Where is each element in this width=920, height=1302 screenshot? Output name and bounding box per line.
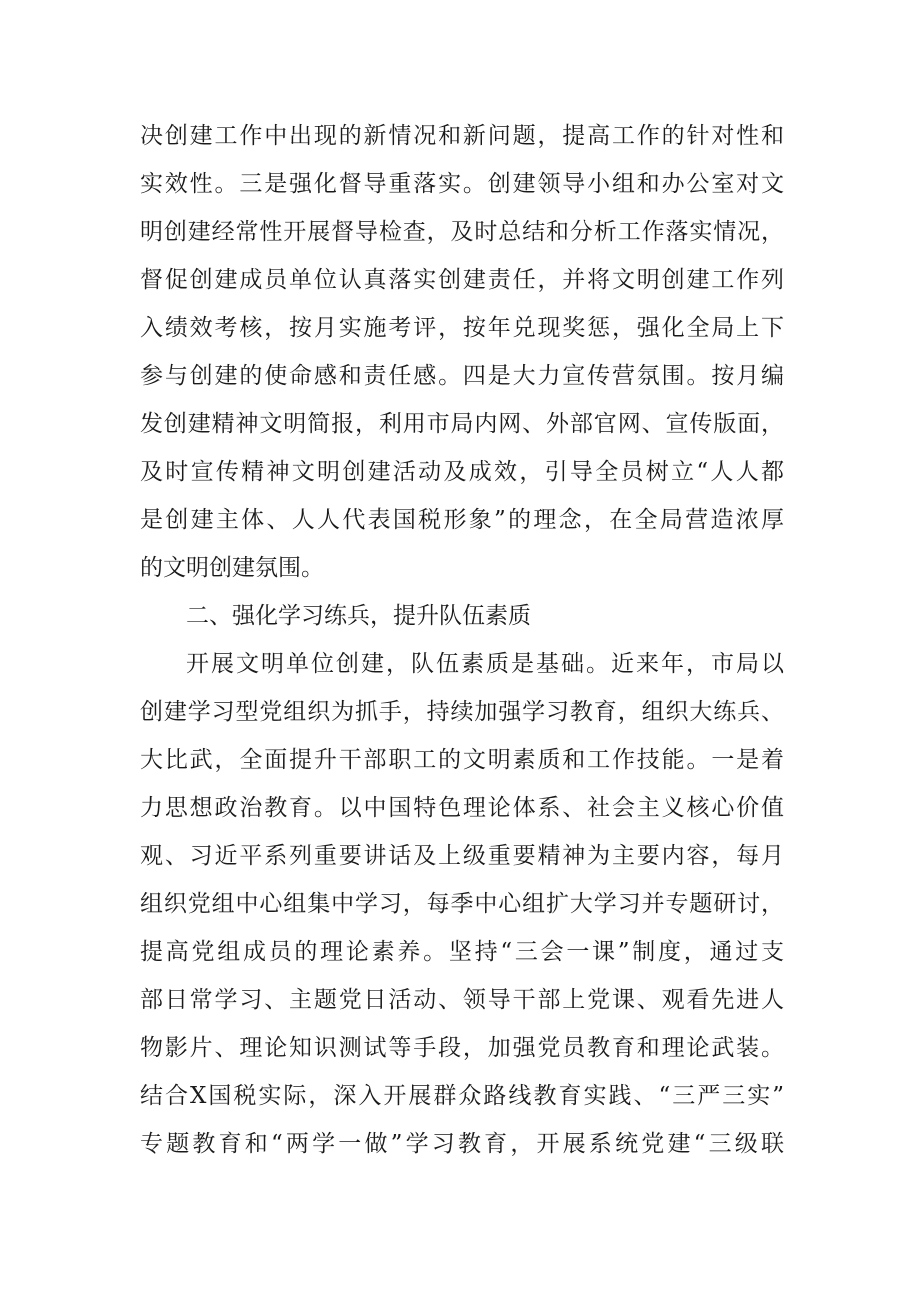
text-line: 的文明创建氛围。 <box>140 555 324 581</box>
text-line: 力思想政治教育。以中国特色理论体系、社会主义核心价值 <box>140 795 784 821</box>
text-line: 入绩效考核，按月实施考评，按年兑现奖惩，强化全局上下 <box>140 315 784 341</box>
text-line: 开展文明单位创建，队伍素质是基础。近来年，市局以 <box>186 651 784 677</box>
text-line: 观、习近平系列重要讲话及上级重要精神为主要内容，每月 <box>140 843 784 869</box>
paragraph-2 <box>140 640 784 1168</box>
text-line: 提高党组成员的理论素养。坚持“三会一课”制度，通过支 <box>140 939 784 965</box>
text-line: 明创建经常性开展督导检查，及时总结和分析工作落实情况， <box>140 219 784 245</box>
document-body <box>140 112 784 1168</box>
text-line: 大比武，全面提升干部职工的文明素质和工作技能。一是着 <box>140 747 784 773</box>
text-line: 督促创建成员单位认真落实创建责任，并将文明创建工作列 <box>140 267 784 293</box>
section-heading: 二、强化学习练兵，提升队伍素质 <box>186 603 531 629</box>
text-line: 组织党组中心组集中学习，每季中心组扩大学习并专题研讨， <box>140 891 784 917</box>
text-line: 发创建精神文明简报，利用市局内网、外部官网、宣传版面， <box>140 411 784 437</box>
text-line: 参与创建的使命感和责任感。四是大力宣传营氛围。按月编 <box>140 363 784 389</box>
text-line: 及时宣传精神文明创建活动及成效，引导全员树立“人人都 <box>140 459 784 485</box>
text-line: 专题教育和“两学一做”学习教育，开展系统党建“三级联 <box>140 1131 784 1157</box>
text-line: 是创建主体、人人代表国税形象”的理念，在全局营造浓厚 <box>140 507 784 533</box>
text-line: 部日常学习、主题党日活动、领导干部上党课、观看先进人 <box>140 987 784 1013</box>
paragraph-1 <box>140 112 784 592</box>
text-line: 结合X国税实际，深入开展群众路线教育实践、“三严三实” <box>140 1083 784 1109</box>
text-line: 物影片、理论知识测试等手段，加强党员教育和理论武装。 <box>140 1035 784 1061</box>
text-line: 创建学习型党组织为抓手，持续加强学习教育，组织大练兵、 <box>140 699 784 725</box>
text-line: 实效性。三是强化督导重落实。创建领导小组和办公室对文 <box>140 171 784 197</box>
text-line: 决创建工作中出现的新情况和新问题，提高工作的针对性和 <box>140 123 784 149</box>
